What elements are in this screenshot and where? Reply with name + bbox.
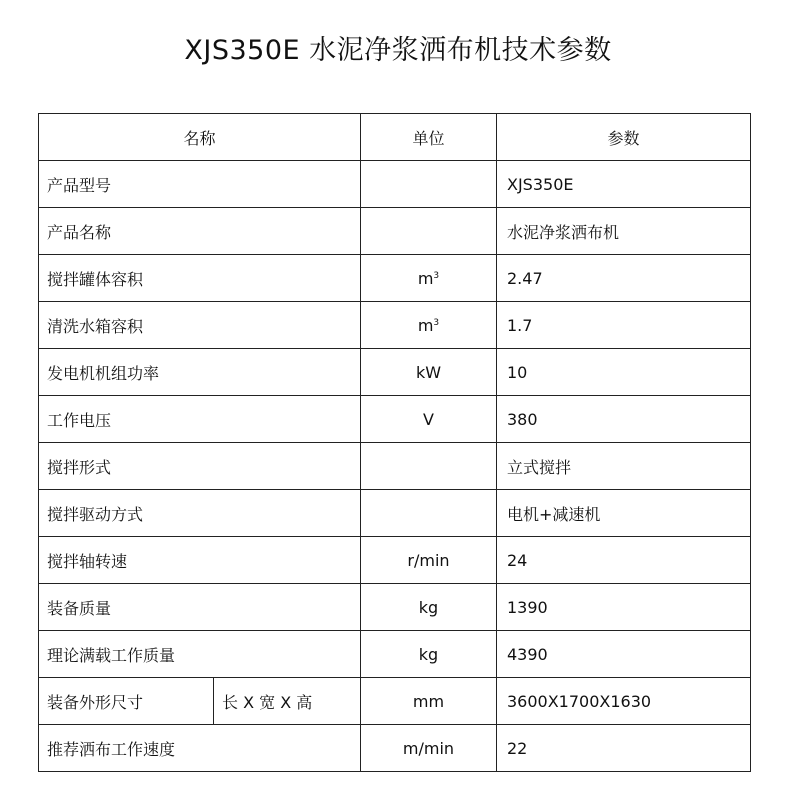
row-unit xyxy=(361,255,497,302)
row-value: 10 xyxy=(497,349,751,396)
table-row xyxy=(39,396,751,443)
table-row xyxy=(39,349,751,396)
table-row xyxy=(39,302,751,349)
row-name: 装备质量 xyxy=(39,584,361,631)
table-row xyxy=(39,161,751,208)
table-row xyxy=(39,208,751,255)
row-value: 3600X1700X1630 xyxy=(497,678,751,725)
row-unit xyxy=(361,490,497,537)
row-unit xyxy=(361,161,497,208)
row-name: 搅拌形式 xyxy=(39,443,361,490)
spec-table xyxy=(38,113,751,772)
row-name: 推荐洒布工作速度 xyxy=(39,725,361,772)
row-value: 380 xyxy=(497,396,751,443)
table-row xyxy=(39,631,751,678)
row-name: 发电机机组功率 xyxy=(39,349,361,396)
row-unit: kg xyxy=(361,584,497,631)
header-unit: 单位 xyxy=(361,114,497,161)
row-unit xyxy=(361,443,497,490)
row-unit xyxy=(361,302,497,349)
table-row xyxy=(39,725,751,772)
row-unit xyxy=(361,208,497,255)
row-unit: kg xyxy=(361,631,497,678)
row-unit: V xyxy=(361,396,497,443)
row-name: 搅拌驱动方式 xyxy=(39,490,361,537)
row-unit: m/min xyxy=(361,725,497,772)
unit-base: m xyxy=(417,315,434,335)
row-name: 理论满载工作质量 xyxy=(39,631,361,678)
table-header-row xyxy=(39,114,751,161)
row-value: 4390 xyxy=(497,631,751,678)
row-value: 22 xyxy=(497,725,751,772)
row-name: 工作电压 xyxy=(39,396,361,443)
row-name: 搅拌罐体容积 xyxy=(39,255,361,302)
row-unit: r/min xyxy=(361,537,497,584)
row-value: 24 xyxy=(497,537,751,584)
row-value: 电机+减速机 xyxy=(497,490,751,537)
row-name: 装备外形尺寸 xyxy=(39,678,214,725)
row-name: 产品型号 xyxy=(39,161,361,208)
unit-base: m xyxy=(417,268,434,288)
row-unit: kW xyxy=(361,349,497,396)
document-title: XJS350E 水泥净浆洒布机技术参数 xyxy=(184,35,612,66)
row-value: 立式搅拌 xyxy=(497,443,751,490)
row-name: 产品名称 xyxy=(39,208,361,255)
unit-superscript: 3 xyxy=(433,317,440,328)
unit-superscript: 3 xyxy=(433,270,440,281)
table-row xyxy=(39,537,751,584)
row-value: XJS350E xyxy=(497,161,751,208)
row-unit: mm xyxy=(361,678,497,725)
row-value: 1.7 xyxy=(497,302,751,349)
table-row xyxy=(39,584,751,631)
row-subname: 长 X 宽 X 高 xyxy=(214,678,361,725)
row-value: 1390 xyxy=(497,584,751,631)
table-row xyxy=(39,678,751,725)
row-value: 2.47 xyxy=(497,255,751,302)
header-value: 参数 xyxy=(497,114,751,161)
row-name: 清洗水箱容积 xyxy=(39,302,361,349)
header-name: 名称 xyxy=(39,114,361,161)
row-value: 水泥净浆洒布机 xyxy=(497,208,751,255)
table-row xyxy=(39,255,751,302)
table-row xyxy=(39,490,751,537)
row-name: 搅拌轴转速 xyxy=(39,537,361,584)
table-row xyxy=(39,443,751,490)
